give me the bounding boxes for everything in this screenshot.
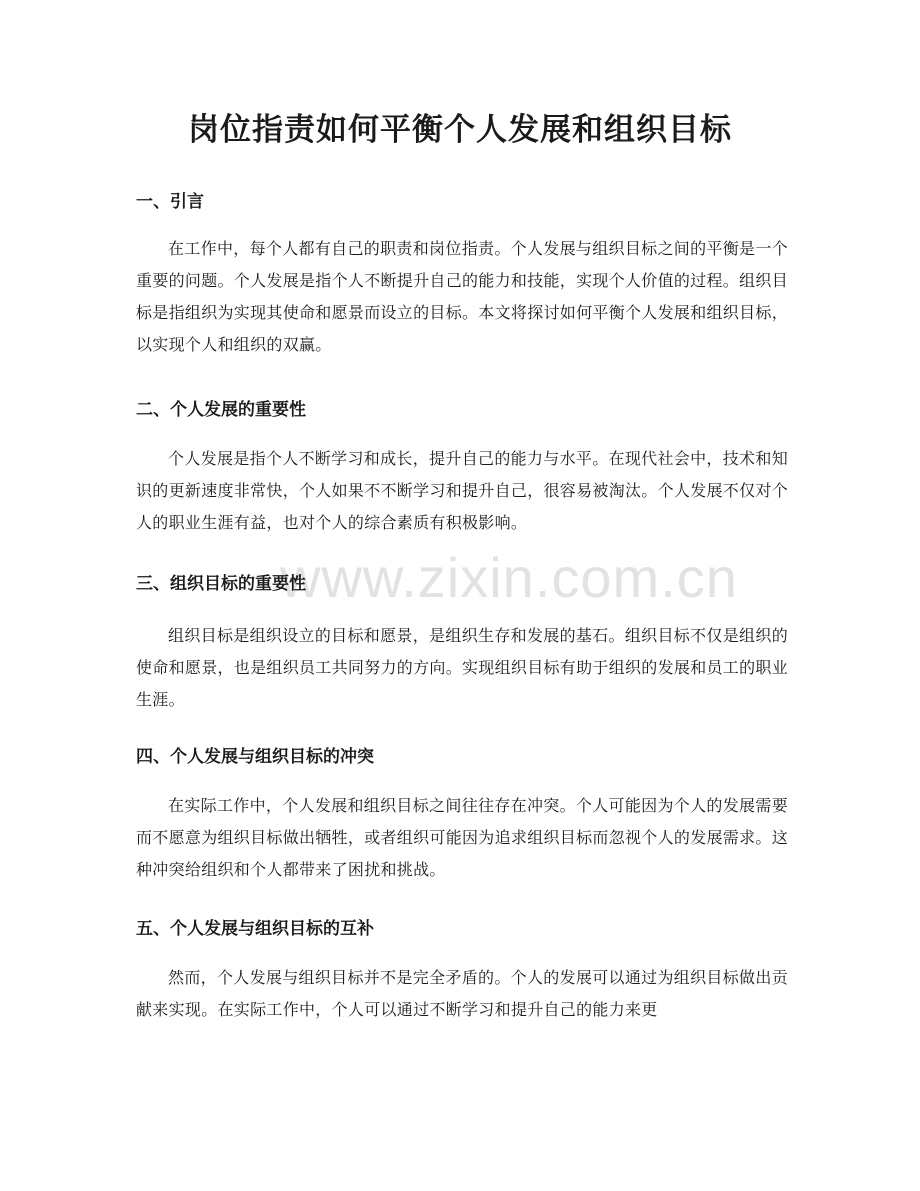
- section-heading-conflict: 四、个人发展与组织目标的冲突: [136, 747, 374, 767]
- page-title: 岗位指责如何平衡个人发展和组织目标: [188, 112, 732, 148]
- section-paragraph-conflict: 在实际工作中，个人发展和组织目标之间往往存在冲突。个人可能因为个人的发展需要而不愿意为组织目标做出牺牲，或者组织可能因为追求组织目标而忽视个人的发展需求。这种冲突给组织和个人都带来了困扰和挑战。: [136, 796, 789, 879]
- section-heading-introduction: 一、引言: [136, 192, 204, 212]
- section-paragraph-complementary: 然而，个人发展与组织目标并不是完全矛盾的。个人的发展可以通过为组织目标做出贡献来实现。在实际工作中，个人可以通过不断学习和提升自己的能力来更: [136, 968, 788, 1019]
- section-paragraph-organization-goals: 组织目标是组织设立的目标和愿景，是组织生存和发展的基石。组织目标不仅是组织的使命和愿景，也是组织员工共同努力的方向。实现组织目标有助于组织的发展和员工的职业生涯。: [136, 626, 789, 709]
- section-paragraph-personal-development: 个人发展是指个人不断学习和成长，提升自己的能力与水平。在现代社会中，技术和知识的更新速度非常快，个人如果不不断学习和提升自己，很容易被淘汰。个人发展不仅对个人的职业生涯有益，也对个人的综合素质有积极影响。: [136, 449, 789, 532]
- section-heading-personal-development: 二、个人发展的重要性: [136, 400, 306, 420]
- section-paragraph-introduction: 在工作中，每个人都有自己的职责和岗位指责。个人发展与组织目标之间的平衡是一个重要的问题。个人发展是指个人不断提升自己的能力和技能，实现个人价值的过程。组织目标是指组织为实现其使命和愿景而设立的目标。本文将探讨如何平衡个人发展和组织目标，以实现个人和组织的双赢。: [136, 239, 789, 354]
- section-heading-organization-goals: 三、组织目标的重要性: [136, 574, 306, 594]
- section-heading-complementary: 五、个人发展与组织目标的互补: [136, 919, 374, 939]
- watermark: www.zixin.com.cn: [280, 546, 738, 609]
